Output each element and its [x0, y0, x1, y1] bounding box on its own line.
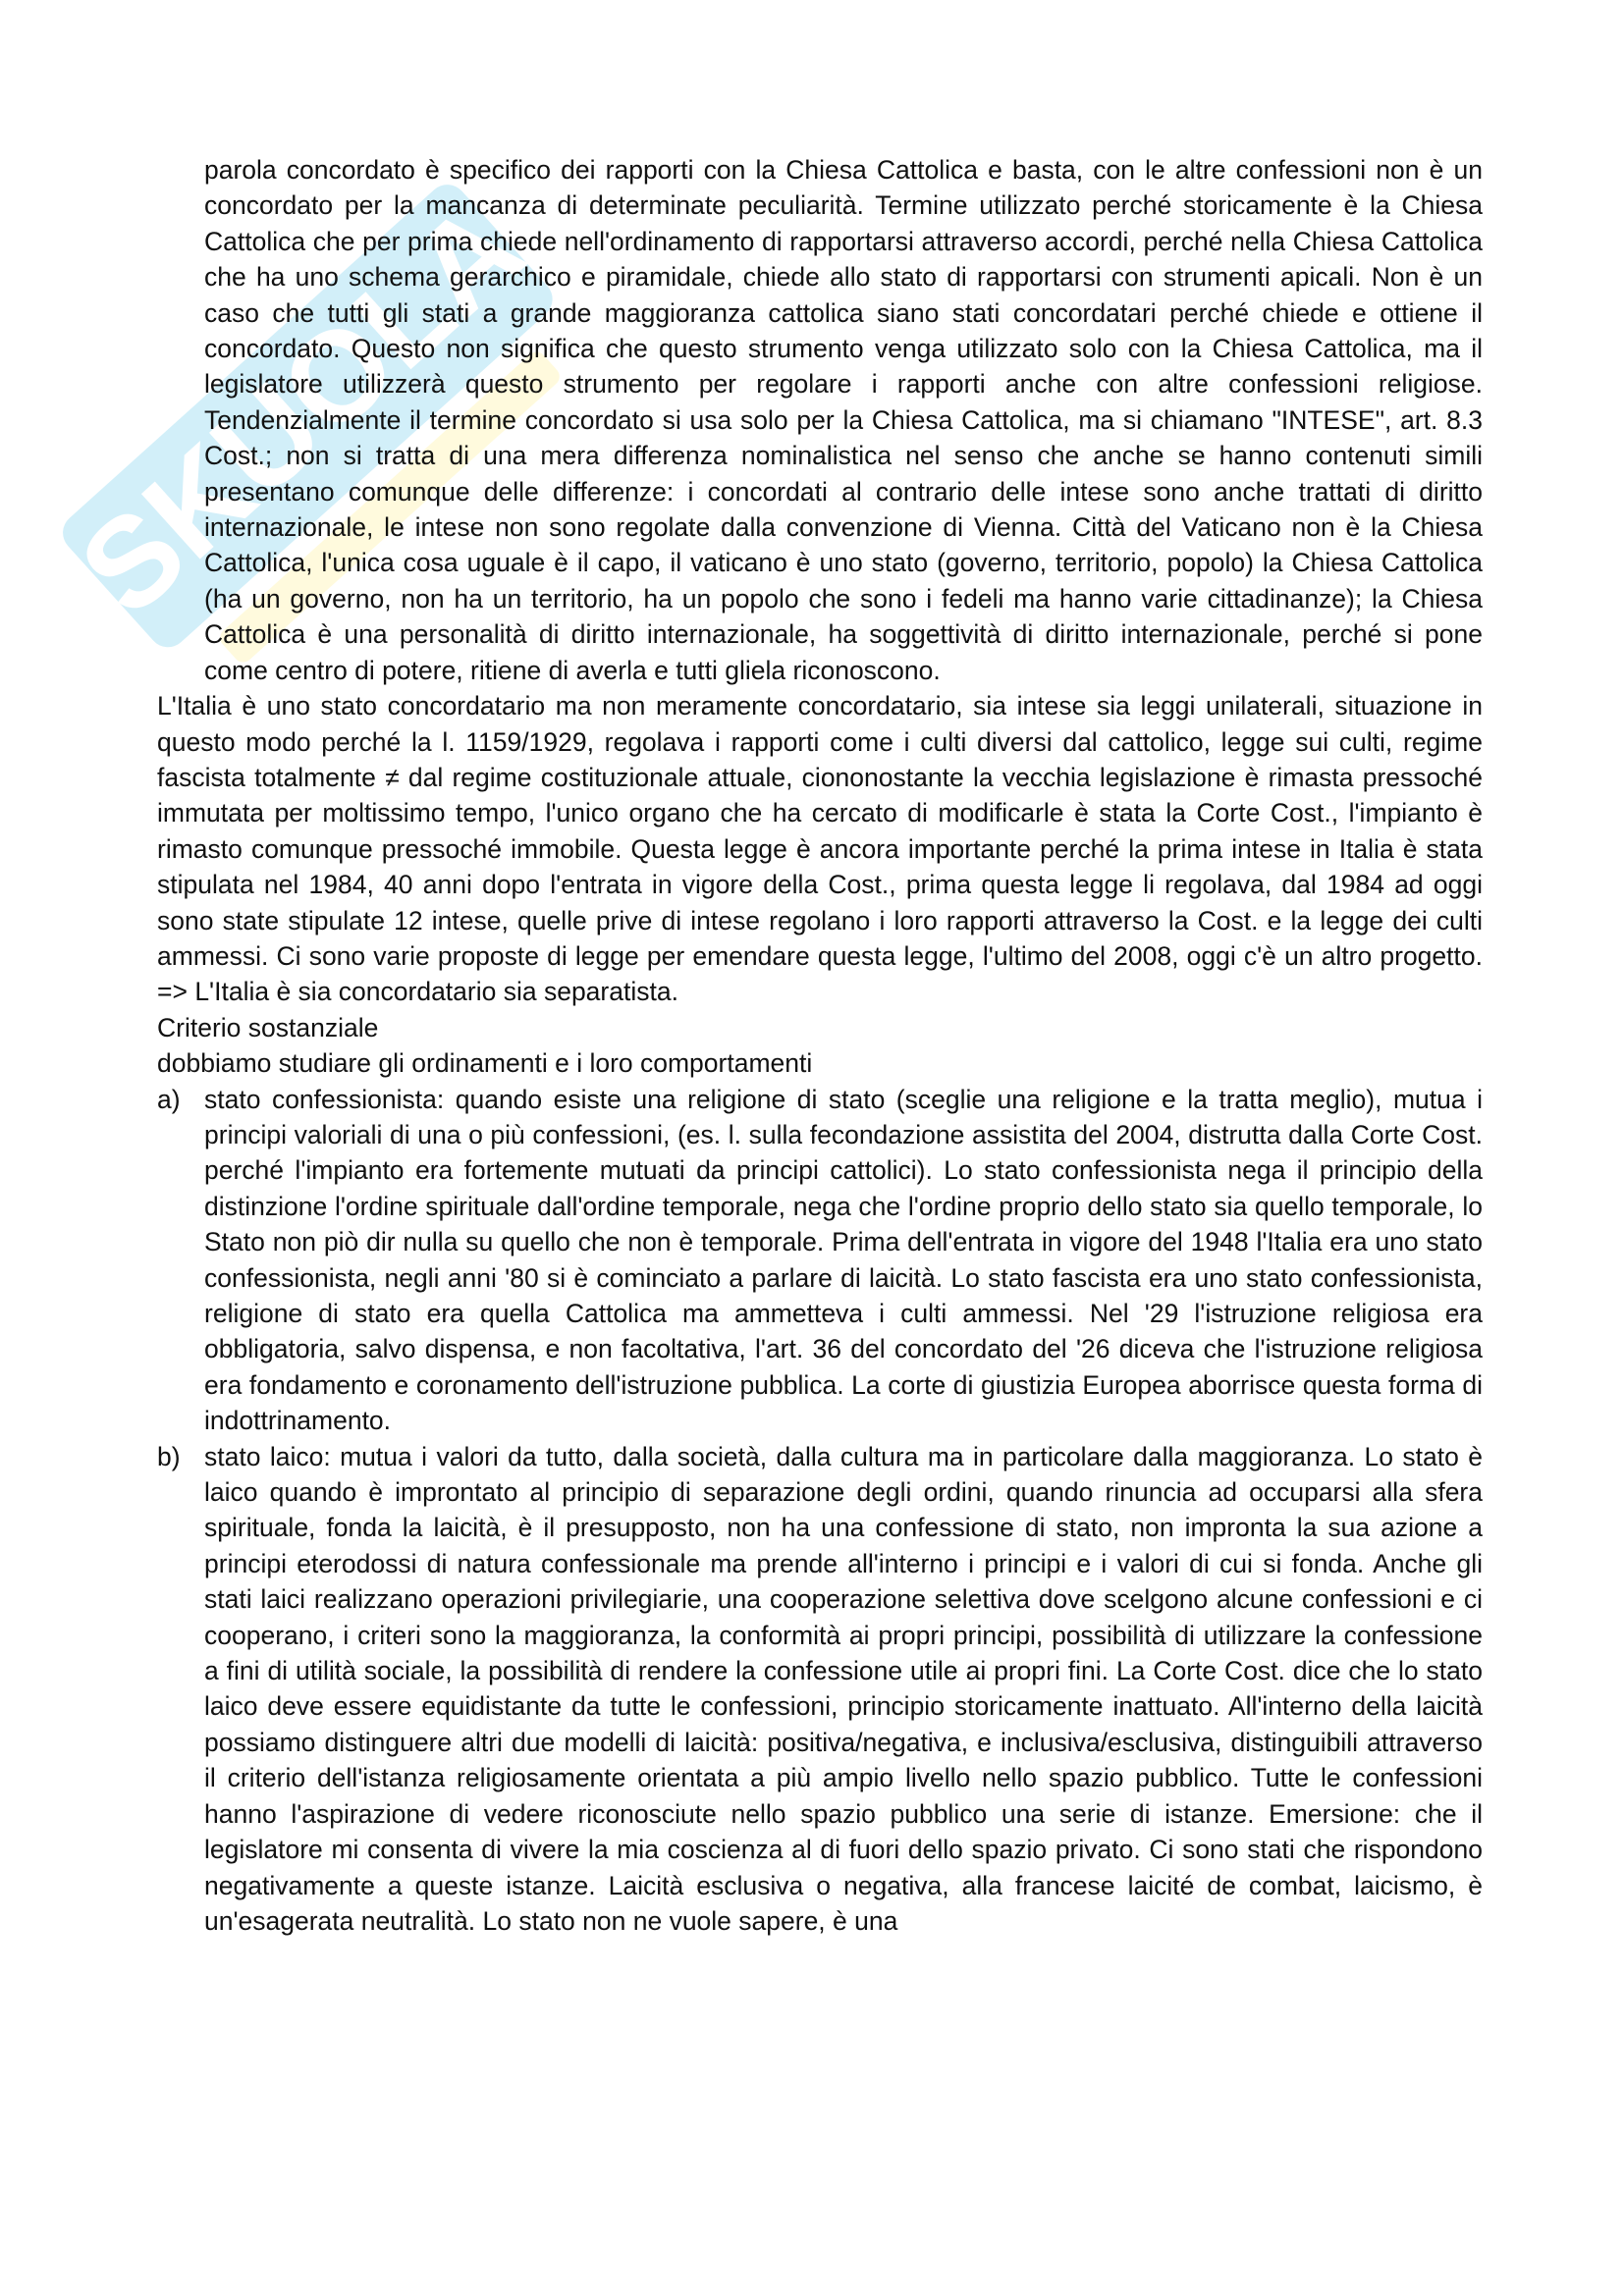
section-heading: Criterio sostanziale [157, 1012, 379, 1042]
list-marker: a) [157, 1084, 181, 1114]
criteria-list [157, 1082, 1483, 1940]
list-item [157, 1082, 1483, 1439]
document-page [157, 152, 1483, 1939]
watermark-text: SKUOLA [52, 175, 550, 643]
list-item [157, 1439, 1483, 1940]
paragraph-italia: L'Italia è uno stato concordatario ma non meramente concordatario, sia intese sia leggi unilaterali, situazione in questo modo perché la l. 1159/1929, regolava i rapporti come i culti diversi dal cattolico, legge sui culti, regime fascista totalmente ≠ dal regime costituzionale attuale, ciononostante la vecchia legislazione è rimasta pressoché immutata per moltissimo tempo, l'unico organo che ha cercato di modificarle è stata la Corte Cost., l'impianto è rimasto comunque pressoché immobile. Questa legge è ancora importante perché la prima intese in Italia è stata stipulata nel 1984, 40 anni dopo l'entrata in vigore della Cost., prima questa legge li regolava, dal 1984 ad oggi sono state stipulate 12 intese, quelle prive di intese regolano i loro rapporti attraverso la Cost. e la legge dei culti ammessi. Ci sono varie proposte di legge per emendare questa legge, l'ultimo del 2008, oggi c'è un altro progetto. => L'Italia è sia concordatario sia separatista. [157, 691, 1483, 1007]
paragraph-concordato-continued: parola concordato è specifico dei rapporti con la Chiesa Cattolica e basta, con le altre confessioni non è un concordato per la mancanza di determinate peculiarità. Termine utilizzato perché storicamente è la Chiesa Cattolica che per prima chiede nell'ordinamento di rapportarsi attraverso accordi, perché nella Chiesa Cattolica che ha uno schema gerarchico e piramidale, chiede allo stato di rapportarsi con strumenti apicali. Non è un caso che tutti gli stati a grande maggioranza cattolica siano stati concordatari perché chiede e ottiene il concordato. Questo non significa che questo strumento venga utilizzato solo con la Chiesa Cattolica, ma il legislatore utilizzerà questo strumento per regolare i rapporti anche con altre confessioni religiose. Tendenzialmente il termine concordato si usa solo per la Chiesa Cattolica, ma si chiamano "INTESE", art. 8.3 Cost.; non si tratta di una mera differenza nominalistica nel senso che anche se hanno contenuti simili presentano comunque delle differenze: i concordati al contrario delle intese sono anche trattati di diritto internazionale, le intese non sono regolate dalla convenzione di Vienna. Città del Vaticano non è la Chiesa Cattolica, l'unica cosa uguale è il capo, il vaticano è uno stato (governo, territorio, popolo) la Chiesa Cattolica (ha un governo, non ha un territorio, ha un popolo che sono i fedeli ma hanno varie cittadinanze); la Chiesa Cattolica è una personalità di diritto internazionale, ha soggettività di diritto internazionale, perché si pone come centro di potere, ritiene di averla e tutti gliela riconoscono. [204, 155, 1483, 685]
list-item-text: stato laico: mutua i valori da tutto, dalla società, dalla cultura ma in particolare dalla maggioranza. Lo stato è laico quando è improntato al principio di separazione degli ordini, quando rinuncia ad occuparsi alla sfera spirituale, fonda la laicità, è il presupposto, non ha una confessione di stato, non impronta la sua azione a principi eterodossi di natura confessionale ma prende all'interno i principi e i valori di cui si fonda. Anche gli stati laici realizzano operazioni privilegiarie, una cooperazione selettiva dove scelgono alcune confessioni e ci cooperano, i criteri sono la maggioranza, la conformità ai propri principi, possibilità di utilizzare la confessione a fini di utilità sociale, la possibilità di rendere la confessione utile ai propri fini. La Corte Cost. dice che lo stato laico deve essere equidistante da tutte le confessioni, principio storicamente inattuato. All'interno della laicità possiamo distinguere altri due modelli di laicità: positiva/negativa, e inclusiva/esclusiva, distinguibili attraverso il criterio dell'istanza religiosamente orientata a più ampio livello nello spazio pubblico. Tutte le confessioni hanno l'aspirazione di vedere riconosciute nello spazio pubblico una serie di istanze. Emersione: che il legislatore mi consenta di vivere la mia coscienza al di fuori dello spazio privato. Ci sono stati che rispondono negativamente a queste istanze. Laicità esclusiva o negativa, alla francese laicité de combat, laicismo, è un'esagerata neutralità. Lo stato non ne vuole sapere, è una [204, 1441, 1483, 1936]
list-marker: b) [157, 1441, 181, 1471]
list-item-text: stato confessionista: quando esiste una religione di stato (sceglie una religione e la tratta meglio), mutua i principi valoriali di una o più confessioni, (es. l. sulla fecondazione assistita del 2004, distrutta dalla Corte Cost. perché l'impianto era fortemente mutuati da principi cattolici). Lo stato confessionista nega il principio della distinzione l'ordine spirituale dall'ordine temporale, nega che l'ordine proprio dello stato sia quello temporale, lo Stato non piò dir nulla su quello che non è temporale. Prima dell'entrata in vigore del 1948 l'Italia era uno stato confessionista, negli anni '80 si è cominciato a parlare di laicità. Lo stato fascista era uno stato confessionista, religione di stato era quella Cattolica ma ammetteva i culti ammessi. Nel '29 l'istruzione religiosa era obbligatoria, salvo dispensa, e non facoltativa, l'art. 36 del concordato del '26 diceva che l'istruzione religiosa era fondamento e coronamento dell'istruzione pubblica. La corte di giustizia Europea aborrisce questa forma di indottrinamento. [204, 1084, 1483, 1436]
section-subheading: dobbiamo studiare gli ordinamenti e i loro comportamenti [157, 1048, 813, 1079]
